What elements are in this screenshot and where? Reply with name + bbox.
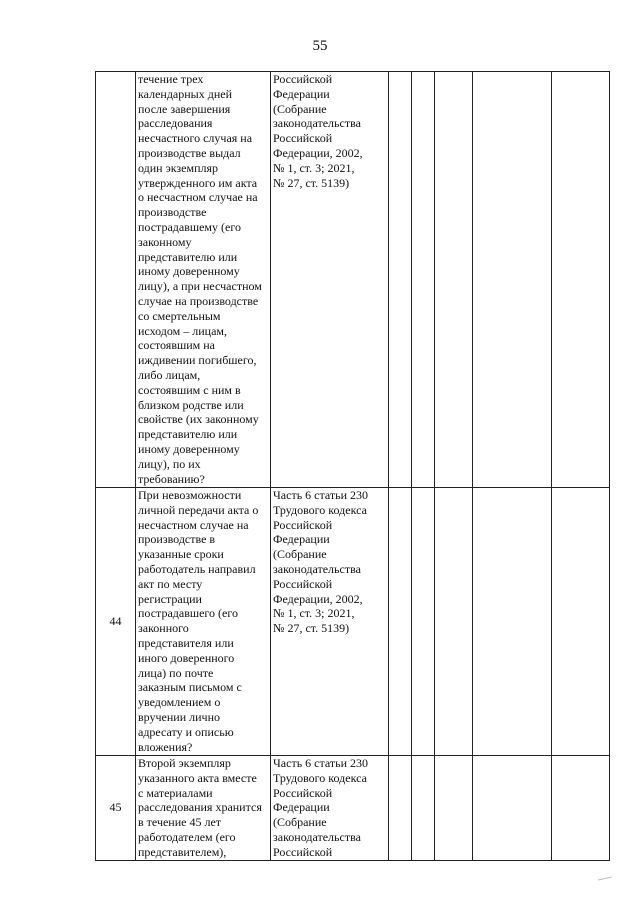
text-line: представителю или	[138, 249, 238, 264]
answer-no-cell	[412, 72, 435, 488]
text-line: личной передачи акта о	[138, 502, 259, 517]
legal-reference-cell	[271, 756, 389, 861]
answer-not-applicable-cell	[435, 488, 473, 756]
text-line: несчастного случая на	[138, 131, 253, 146]
answer-yes-cell	[389, 72, 412, 488]
text-line: лица) по почте	[138, 665, 214, 680]
text-line: представителю или	[138, 427, 238, 442]
text-line: Часть 6 статьи 230	[273, 488, 369, 502]
text-line: расследования хранится	[138, 800, 262, 815]
text-line: Федерации	[273, 532, 330, 547]
text-line: Часть 6 статьи 230	[273, 756, 369, 770]
remark-cell	[552, 72, 610, 488]
scan-mark	[598, 877, 612, 882]
text-line: законодательства	[273, 116, 361, 131]
note-cell	[473, 72, 552, 488]
text-line: после завершения	[138, 101, 231, 116]
text-line: состоявшим с ним в	[138, 382, 241, 397]
text-line: иного доверенного	[138, 650, 235, 665]
table-row	[96, 756, 610, 861]
text-line: (Собрание	[273, 815, 327, 830]
text-line: в течение 45 лет	[138, 815, 222, 830]
remark-cell	[552, 488, 610, 756]
text-line: Федерации	[273, 800, 330, 815]
text-line: вложения?	[138, 739, 193, 754]
answer-yes-cell	[389, 756, 412, 861]
text-line: производстве выдал	[138, 145, 241, 160]
text-line: указанные сроки	[138, 547, 224, 562]
text-line: либо лицам,	[138, 367, 201, 382]
row-number-cell: 44	[96, 488, 136, 756]
text-line: работодатель направил	[138, 561, 256, 576]
text-line: иному доверенному	[138, 441, 240, 456]
text-line: свойстве (их законному	[138, 412, 259, 427]
text-line: утвержденного им акта	[138, 175, 258, 190]
text-line: течение трех	[138, 72, 204, 86]
text-line: лицу), а при несчастном	[138, 279, 262, 294]
text-line: При невозможности	[138, 488, 242, 502]
text-line: случае на производстве	[138, 293, 259, 308]
text-line: Федерации	[273, 86, 330, 101]
text-line: законодательства	[273, 561, 361, 576]
text-line: со смертельным	[138, 308, 221, 323]
text-line: представителя или	[138, 635, 234, 650]
text-line: Российской	[273, 576, 333, 591]
text-line: Российской	[273, 517, 333, 532]
text-line: № 27, ст. 5139)	[273, 175, 350, 190]
text-line: Федерации, 2002,	[273, 145, 363, 160]
text-line: пострадавшего (его	[138, 606, 238, 621]
text-line: Трудового кодекса	[273, 502, 367, 517]
text-line: один экземпляр	[138, 160, 219, 175]
table-row	[96, 72, 610, 488]
text-line: законодательства	[273, 829, 361, 844]
text-line: № 1, ст. 3; 2021,	[273, 160, 355, 175]
row-number-cell	[96, 72, 136, 488]
answer-no-cell	[412, 488, 435, 756]
text-line: акт по месту	[138, 576, 203, 591]
answer-not-applicable-cell	[435, 756, 473, 861]
text-line: календарных дней	[138, 86, 233, 101]
page-number: 55	[312, 38, 328, 54]
requirement-cell	[136, 72, 271, 488]
requirement-cell	[136, 488, 271, 756]
text-line: Второй экземпляр	[138, 756, 231, 770]
answer-no-cell	[412, 756, 435, 861]
row-number-cell: 45	[96, 756, 136, 861]
answer-not-applicable-cell	[435, 72, 473, 488]
text-line: требованию?	[138, 471, 205, 486]
text-line: лицу), по их	[138, 456, 201, 471]
text-line: Трудового кодекса	[273, 770, 367, 785]
text-line: № 27, ст. 5139)	[273, 621, 350, 636]
text-line: исходом – лицам,	[138, 323, 228, 338]
text-line: Российской	[273, 785, 333, 800]
answer-yes-cell	[389, 488, 412, 756]
text-line: с материалами	[138, 785, 213, 800]
text-line: представителем),	[138, 844, 227, 859]
checklist-table	[95, 71, 610, 861]
text-line: (Собрание	[273, 101, 327, 116]
remark-cell	[552, 756, 610, 861]
note-cell	[473, 756, 552, 861]
text-line: о несчастном случае на	[138, 190, 258, 205]
text-line: заказным письмом с	[138, 680, 242, 695]
text-line: Российской	[273, 131, 333, 146]
text-line: (Собрание	[273, 547, 327, 562]
text-line: регистрации	[138, 591, 202, 606]
legal-reference-cell	[271, 488, 389, 756]
text-line: состоявшим на	[138, 338, 215, 353]
text-line: иному доверенному	[138, 264, 240, 279]
text-line: № 1, ст. 3; 2021,	[273, 606, 355, 621]
text-line: законного	[138, 621, 189, 636]
text-line: работодателем (его	[138, 829, 236, 844]
text-line: производстве в	[138, 532, 216, 547]
text-line: пострадавшему (его	[138, 219, 241, 234]
text-line: близком родстве или	[138, 397, 244, 412]
text-line: законному	[138, 234, 192, 249]
note-cell	[473, 488, 552, 756]
text-line: расследования	[138, 116, 213, 131]
text-line: иждивении погибшего,	[138, 353, 257, 368]
text-line: Российской	[273, 72, 333, 86]
text-line: адресату и описью	[138, 724, 234, 739]
text-line: Федерации, 2002,	[273, 591, 363, 606]
text-line: вручении лично	[138, 709, 221, 724]
text-line: указанного акта вместе	[138, 770, 257, 785]
text-line: несчастном случае на	[138, 517, 249, 532]
requirement-cell	[136, 756, 271, 861]
text-line: производстве	[138, 205, 207, 220]
text-line: Российской	[273, 844, 333, 859]
table-row	[96, 488, 610, 756]
text-line: уведомлением о	[138, 695, 221, 710]
legal-reference-cell	[271, 72, 389, 488]
